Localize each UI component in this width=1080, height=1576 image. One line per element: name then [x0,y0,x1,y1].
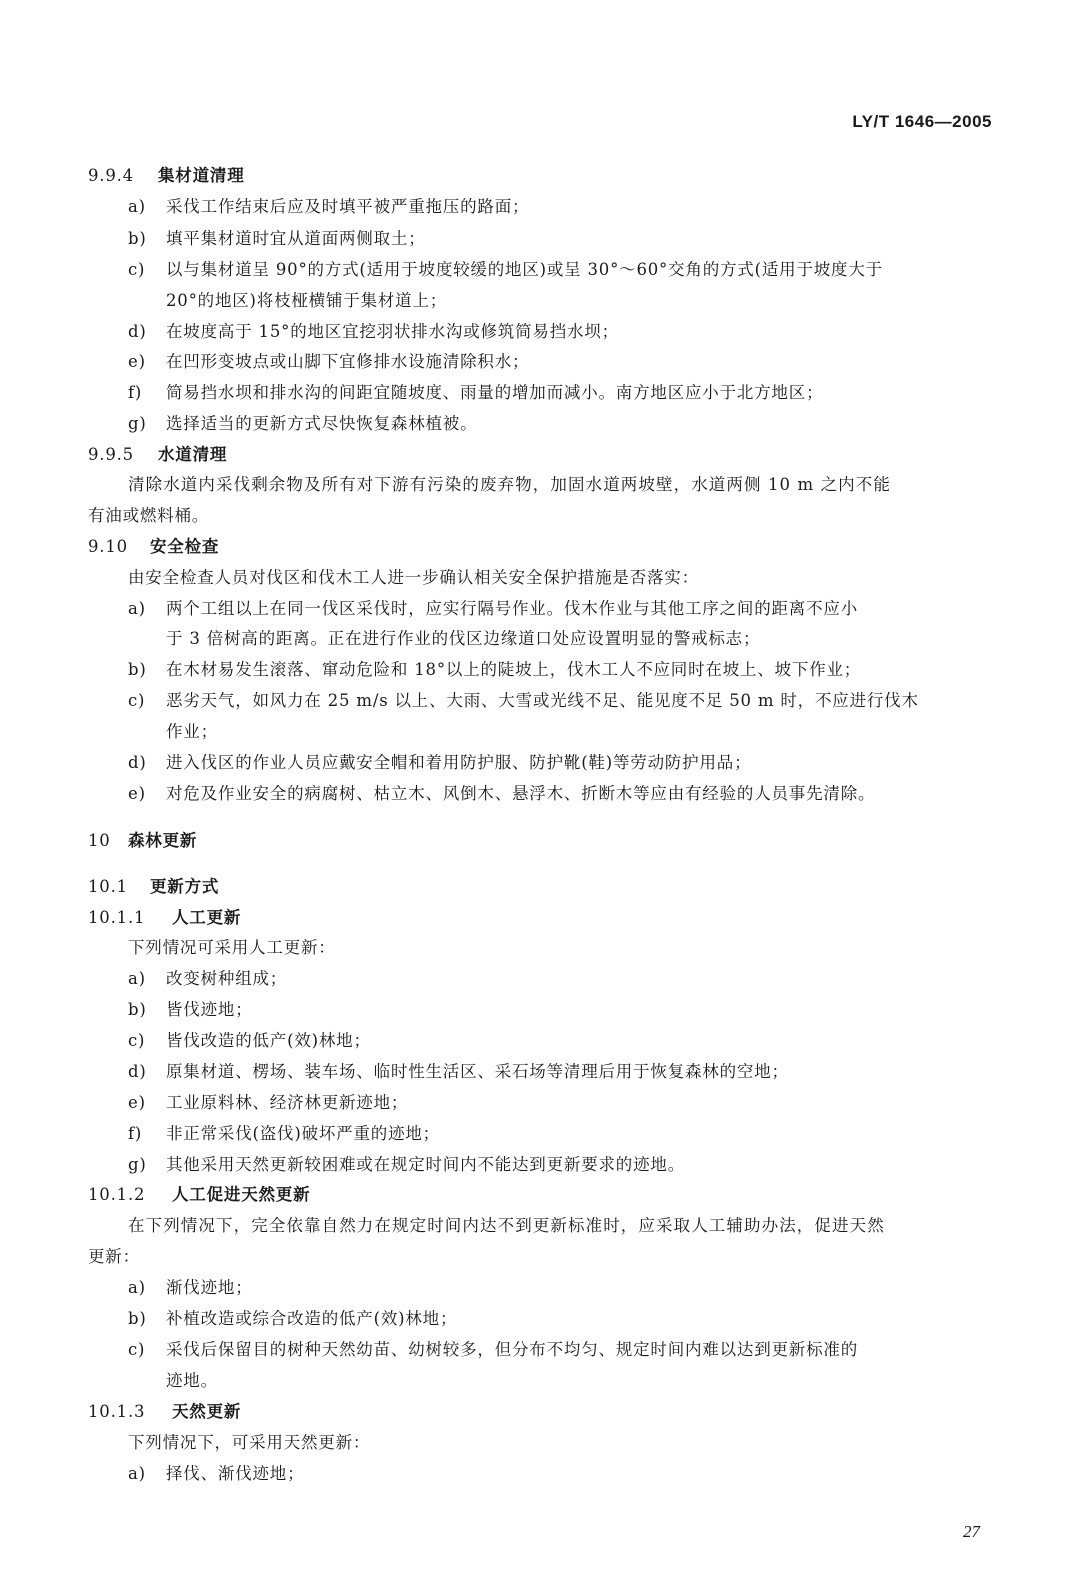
item-continuation: 20°的地区)将枝桠横铺于集材道上； [166,291,448,310]
item-label: g) [128,414,147,433]
section-number: 9.9.5 [88,445,134,464]
list-item [0,748,1080,778]
section-number: 10 [88,831,111,850]
list-item [0,409,1080,439]
paragraph-line: 由安全检查人员对伐区和伐木工人进一步确认相关安全保护措施是否落实： [128,568,699,587]
section-number: 10.1 [88,877,128,896]
item-label: d) [128,322,147,341]
item-text: 原集材道、楞场、装车场、临时性生活区、采石场等清理后用于恢复森林的空地； [166,1062,789,1081]
page-number: 27 [963,1522,980,1541]
list-item [0,1057,1080,1087]
list-item [0,347,1080,377]
item-text: 在木材易发生滚落、窜动危险和 18°以上的陡坡上，伐木工人不应同时在坡上、坡下作业； [166,660,862,679]
section-title: 天然更新 [172,1402,242,1421]
item-label: a) [128,599,146,618]
item-label: a) [128,197,146,216]
list-item [0,686,1080,716]
list-item [0,594,1080,624]
item-text: 采伐后保留目的树种天然幼苗、幼树较多，但分布不均匀、规定时间内难以达到更新标准的 [166,1340,858,1359]
list-item [0,378,1080,408]
item-text: 选择适当的更新方式尽快恢复森林植被。 [166,414,478,433]
section-heading [0,161,1080,191]
section-number: 10.1.2 [88,1185,146,1204]
item-label: a) [128,1278,146,1297]
item-text: 在凹形变坡点或山脚下宜修排水设施清除积水； [166,352,530,371]
item-label: g) [128,1155,147,1174]
item-text: 非正常采伐(盗伐)破坏严重的迹地； [166,1124,440,1143]
list-item [0,995,1080,1025]
paragraph-line: 下列情况可采用人工更新： [128,938,336,957]
item-text: 改变树种组成； [166,969,288,988]
item-text: 简易挡水坝和排水沟的间距宜随坡度、雨量的增加而减小。南方地区应小于北方地区； [166,383,824,402]
item-label: a) [128,969,146,988]
section-title: 更新方式 [150,877,220,896]
item-label: d) [128,753,147,772]
section-title: 安全检查 [150,537,220,556]
list-item [0,1088,1080,1118]
item-label: e) [128,352,146,371]
item-text: 采伐工作结束后应及时填平被严重拖压的路面； [166,197,530,216]
list-item [0,1150,1080,1180]
list-item [0,964,1080,994]
list-item [0,1119,1080,1149]
item-text: 工业原料林、经济林更新迹地； [166,1093,409,1112]
item-label: c) [128,1340,146,1359]
item-continuation: 作业； [166,722,218,741]
item-text: 两个工组以上在同一伐区采伐时，应实行隔号作业。伐木作业与其他工序之间的距离不应小 [166,599,858,618]
section-heading [0,903,1080,933]
item-text: 以与集材道呈 90°的方式(适用于坡度较缓的地区)或呈 30°～60°交角的方式(适用于坡度大于 [166,260,883,279]
item-label: f) [128,383,143,402]
section-heading [0,440,1080,470]
item-text: 在坡度高于 15°的地区宜挖羽状排水沟或修筑简易挡水坝； [166,322,619,341]
item-text: 补植改造或综合改造的低产(效)林地； [166,1309,458,1328]
paragraph-line: 有油或燃料桶。 [88,506,210,525]
item-label: d) [128,1062,147,1081]
section-number: 9.10 [88,537,128,556]
section-heading [0,1180,1080,1210]
item-label: c) [128,1031,146,1050]
item-text: 对危及作业安全的病腐树、枯立木、风倒木、悬浮木、折断木等应由有经验的人员事先清除。 [166,784,876,803]
item-text: 其他采用天然更新较困难或在规定时间内不能达到更新要求的迹地。 [166,1155,685,1174]
section-title: 水道清理 [158,445,228,464]
section-title: 人工更新 [172,908,242,927]
item-label: b) [128,660,147,679]
item-text: 恶劣天气，如风力在 25 m/s 以上、大雨、大雪或光线不足、能见度不足 50 m 时，不应进行伐木 [166,691,919,710]
section-heading [0,532,1080,562]
list-item [0,1459,1080,1489]
section-number: 9.9.4 [88,166,134,185]
chapter-heading [0,826,1080,856]
list-item [0,192,1080,222]
item-label: e) [128,784,146,803]
section-heading [0,1397,1080,1427]
paragraph-line: 下列情况下，可采用天然更新： [128,1433,371,1452]
section-number: 10.1.3 [88,1402,146,1421]
item-text: 填平集材道时宜从道面两侧取土； [166,229,426,248]
paragraph-line: 在下列情况下，完全依靠自然力在规定时间内达不到更新标准时，应采取人工辅助办法，促进天然 [128,1216,885,1235]
item-text: 渐伐迹地； [166,1278,253,1297]
list-item [0,224,1080,254]
section-title: 集材道清理 [158,166,245,185]
item-label: b) [128,1000,147,1019]
paragraph-line: 更新： [88,1247,140,1266]
section-heading [0,872,1080,902]
list-item [0,1026,1080,1056]
item-text: 择伐、渐伐迹地； [166,1464,305,1483]
item-continuation: 于 3 倍树高的距离。正在进行作业的伐区边缘道口处应设置明显的警戒标志； [166,629,761,648]
item-label: a) [128,1464,146,1483]
section-number: 10.1.1 [88,908,146,927]
item-label: e) [128,1093,146,1112]
list-item [0,317,1080,347]
section-title: 人工促进天然更新 [172,1185,311,1204]
item-text: 皆伐改造的低产(效)林地； [166,1031,371,1050]
list-item [0,255,1080,285]
section-title: 森林更新 [128,831,198,850]
item-label: c) [128,691,146,710]
list-item [0,1304,1080,1334]
list-item [0,1335,1080,1365]
list-item [0,1273,1080,1303]
standard-code: LY/T 1646—2005 [852,112,992,131]
list-item [0,779,1080,809]
item-text: 皆伐迹地； [166,1000,253,1019]
paragraph-line: 清除水道内采伐剩余物及所有对下游有污染的废弃物，加固水道两坡壁，水道两侧 10 m 之内不能 [128,475,891,494]
item-label: b) [128,229,147,248]
list-item [0,655,1080,685]
item-text: 进入伐区的作业人员应戴安全帽和着用防护服、防护靴(鞋)等劳动防护用品； [166,753,752,772]
item-label: c) [128,260,146,279]
item-label: f) [128,1124,143,1143]
item-label: b) [128,1309,147,1328]
item-continuation: 迹地。 [166,1371,218,1390]
